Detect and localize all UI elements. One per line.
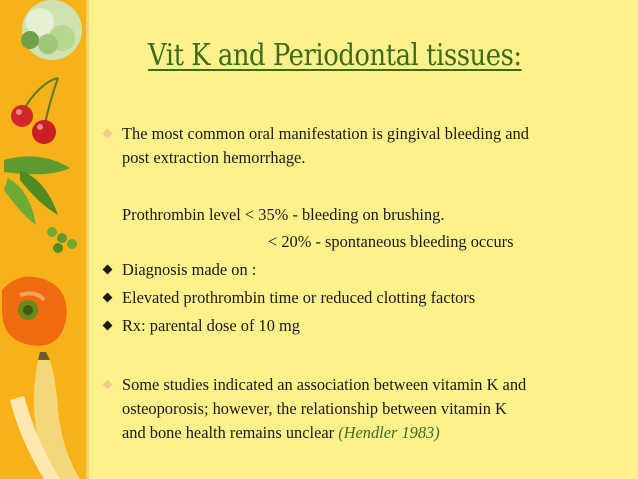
banana-icon — [10, 352, 80, 479]
strip-divider — [86, 0, 89, 479]
bullet-1-line-1: The most common oral manifestation is gingival bleeding and — [122, 124, 529, 143]
peas-icon — [4, 156, 77, 253]
citation: (Hendler 1983) — [338, 423, 440, 442]
bullet-1-icon — [103, 129, 113, 139]
bullet-2-text: Diagnosis made on : — [122, 260, 257, 279]
vegetables-illustration — [0, 0, 86, 479]
prothrombin-line-2: < 20% - spontaneous bleeding occurs — [268, 232, 514, 251]
bullet-5-line-1: Some studies indicated an association between vitamin K and — [122, 375, 527, 394]
bullet-4-icon — [103, 321, 113, 331]
bullet-4-text: Rx: parental dose of 10 mg — [122, 316, 300, 335]
bullet-1-line-2: post extraction hemorrhage. — [122, 148, 306, 167]
cabbage-icon — [21, 0, 82, 60]
bullet-5-line-2: osteoporosis; however, the relationship between vitamin K — [122, 399, 507, 418]
bullet-3-icon — [103, 293, 113, 303]
cherries-icon — [11, 78, 58, 144]
decorative-fruit-strip — [0, 0, 86, 479]
bullet-2-icon — [103, 265, 113, 275]
bullet-5-line-3 — [122, 423, 440, 443]
bullet-3-text: Elevated prothrombin time or reduced clotting factors — [122, 288, 476, 307]
prothrombin-line-1: Prothrombin level < 35% - bleeding on brushing. — [122, 205, 445, 224]
bullet-5-icon — [103, 380, 113, 390]
slide-title: Vit K and Periodontal tissues: — [148, 38, 522, 73]
bullet-5-line-3-text: and bone health remains unclear — [122, 423, 335, 442]
pepper-icon — [2, 277, 67, 346]
